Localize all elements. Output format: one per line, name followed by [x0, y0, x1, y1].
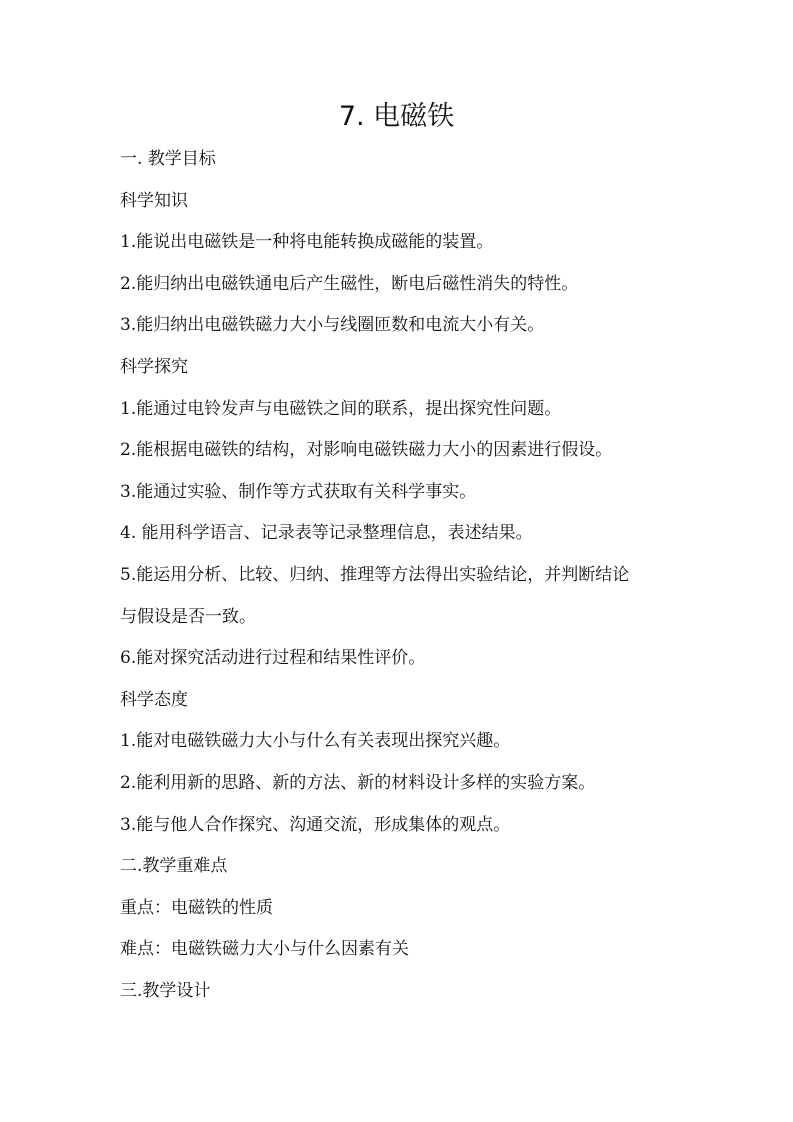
subheading-science-inquiry: 科学探究 — [120, 356, 188, 377]
paragraph-line: 3.能与他人合作探究、沟通交流，形成集体的观点。 — [120, 814, 511, 835]
document-title: 7. 电磁铁 — [338, 101, 455, 132]
paragraph-line-continuation: 与假设是否一致。 — [120, 606, 256, 627]
paragraph-line: 1.能说出电磁铁是一种将电能转换成磁能的装置。 — [120, 232, 494, 253]
paragraph-line: 1.能对电磁铁磁力大小与什么有关表现出探究兴趣。 — [120, 731, 511, 752]
document-body — [120, 145, 700, 1018]
section-heading-key-difficult-points: 二.教学重难点 — [120, 856, 228, 877]
subheading-science-attitude: 科学态度 — [120, 689, 188, 710]
paragraph-line: 6.能对探究活动进行过程和结果性评价。 — [120, 648, 426, 669]
subheading-science-knowledge: 科学知识 — [120, 190, 188, 211]
paragraph-line: 2.能根据电磁铁的结构，对影响电磁铁磁力大小的因素进行假设。 — [120, 440, 613, 461]
paragraph-line: 5.能运用分析、比较、归纳、推理等方法得出实验结论，并判断结论 — [120, 564, 630, 585]
paragraph-line: 1.能通过电铃发声与电磁铁之间的联系，提出探究性问题。 — [120, 398, 562, 419]
paragraph-line: 4. 能用科学语言、记录表等记录整理信息，表述结果。 — [120, 523, 533, 544]
section-heading-teaching-goals: 一. 教学目标 — [120, 149, 216, 169]
difficult-point-line: 难点：电磁铁磁力大小与什么因素有关 — [120, 939, 409, 960]
paragraph-line: 3.能归纳出电磁铁磁力大小与线圈匝数和电流大小有关。 — [120, 315, 545, 336]
paragraph-line: 2.能利用新的思路、新的方法、新的材料设计多样的实验方案。 — [120, 772, 596, 793]
paragraph-line: 2.能归纳出电磁铁通电后产生磁性，断电后磁性消失的特性。 — [120, 273, 579, 294]
key-point-line: 重点：电磁铁的性质 — [120, 897, 273, 918]
section-heading-teaching-design: 三.教学设计 — [120, 980, 211, 1001]
paragraph-line: 3.能通过实验、制作等方式获取有关科学事实。 — [120, 481, 477, 502]
